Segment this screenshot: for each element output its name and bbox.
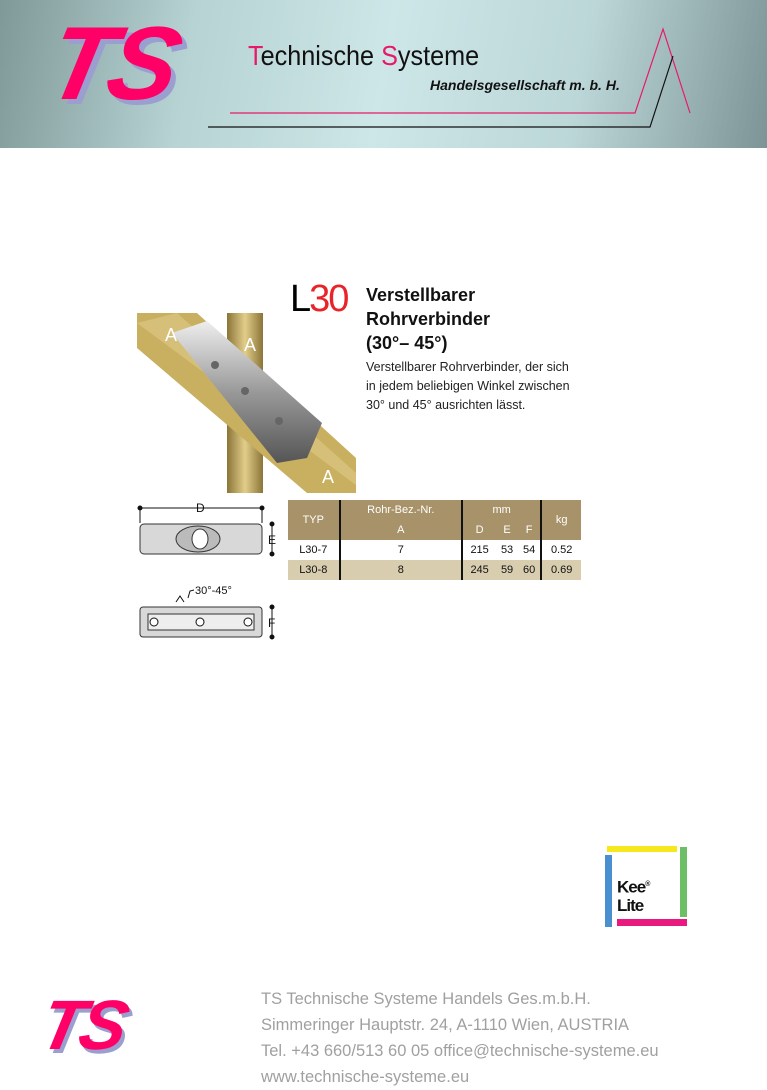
- photo-label: A: [244, 335, 257, 355]
- angle-label: 30°-45°: [195, 585, 232, 597]
- technical-drawing: [130, 495, 280, 645]
- header-kg: kg: [541, 500, 581, 540]
- table-row: L30-7 7 215 53 54 0.52: [288, 540, 581, 560]
- ts-logo: TS: [37, 6, 188, 122]
- header-f: F: [518, 520, 541, 540]
- brand-name: Technische Systeme: [248, 40, 480, 71]
- header-typ: TYP: [288, 500, 340, 540]
- header-banner: [0, 0, 767, 148]
- product-code: L30: [290, 278, 348, 320]
- footer-ts-logo: TS: [33, 986, 132, 1064]
- keelite-logo: Kee® Lite: [603, 843, 693, 931]
- dim-f-label: F: [268, 616, 276, 630]
- dim-e-label: E: [268, 533, 277, 547]
- product-title: Verstellbarer Rohrverbinder (30°– 45°): [366, 285, 491, 353]
- dim-d-label: D: [196, 501, 205, 515]
- header-a: A: [340, 520, 462, 540]
- specs-table: [288, 500, 581, 580]
- product-description: Verstellbarer Rohrverbinder, der sich in jedem beliebigen Winkel zwischen 30° und 45° ausrichten lässt.: [366, 360, 570, 412]
- header-d: D: [462, 520, 496, 540]
- photo-label: A: [322, 467, 335, 487]
- product-photo: [137, 313, 357, 493]
- table-row: L30-8 8 245 59 60 0.69: [288, 560, 581, 580]
- brand-subtitle: Handelsgesellschaft m. b. H.: [430, 77, 620, 93]
- header-e: E: [496, 520, 518, 540]
- footer-address: TS Technische Systeme Handels Ges.m.b.H. Simmeringer Hauptstr. 24, A-1110 Wien, AUSTRIA Tel. +43 660/513 60 05 office@technische-systeme.eu www.technische-systeme.eu: [261, 986, 659, 1090]
- banner-lines: [0, 0, 767, 148]
- photo-label: A: [165, 325, 178, 345]
- header-rohr: Rohr-Bez.-Nr.: [340, 500, 462, 520]
- website-link[interactable]: www.technische-systeme.eu: [261, 1068, 470, 1086]
- contact-line[interactable]: Tel. +43 660/513 60 05 office@technische-systeme.eu: [261, 1042, 659, 1060]
- header-mm: mm: [462, 500, 541, 520]
